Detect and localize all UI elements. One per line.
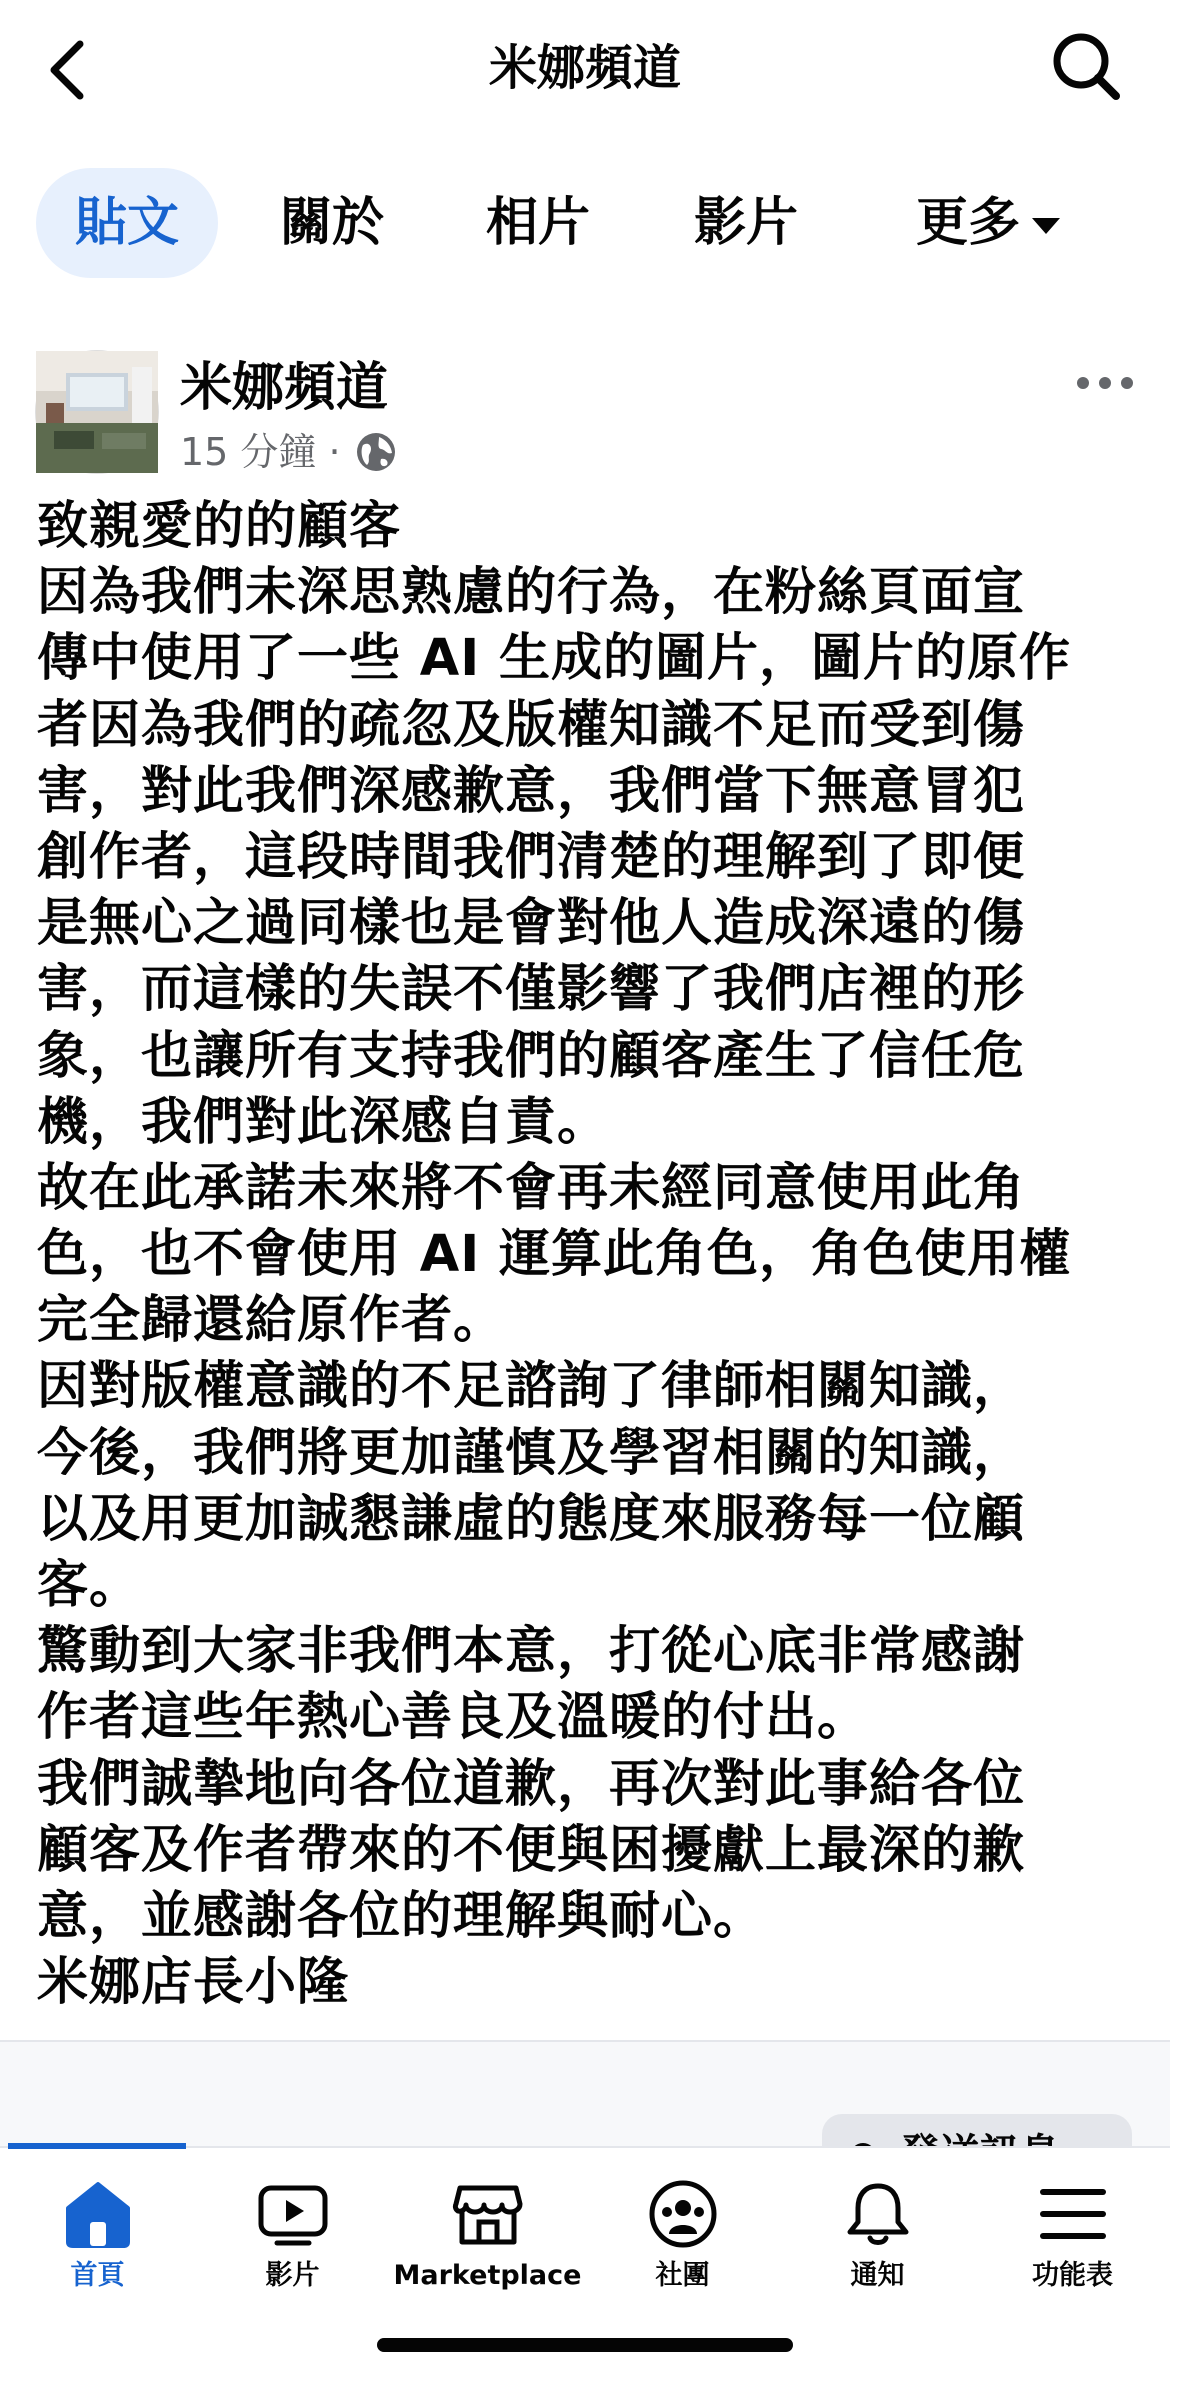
nav-notifications[interactable] <box>780 2148 975 2298</box>
post-text-line: 傳中使用了一些 AI 生成的圖片，圖片的原作 <box>37 629 1071 689</box>
nav-menu[interactable] <box>975 2148 1170 2298</box>
post-text-line: 意，並感謝各位的理解與耐心。 <box>37 1886 766 1946</box>
nav-video-label: 影片 <box>265 2260 320 2291</box>
post-text-line: 色，也不會使用 AI 運算此角色，角色使用權 <box>37 1225 1071 1285</box>
nav-marketplace[interactable] <box>390 2148 585 2298</box>
post-header <box>0 350 1170 480</box>
tab-more[interactable] <box>888 168 1088 278</box>
top-bar <box>0 0 1170 140</box>
post-time[interactable]: 15 分鐘 <box>180 430 317 474</box>
more-horizontal-icon <box>1075 368 1135 398</box>
more-options-button[interactable] <box>1075 368 1135 398</box>
nav-video[interactable] <box>195 2148 390 2298</box>
post-footer <box>0 2040 1170 2152</box>
nav-home-label: 首頁 <box>70 2260 125 2291</box>
post-text-line: 作者這些年熱心善良及溫暖的付出。 <box>37 1688 870 1748</box>
tab-about[interactable]: 關於 <box>279 193 384 253</box>
avatar-image <box>36 351 158 473</box>
nav-marketplace-label: Marketplace <box>393 2260 582 2291</box>
post-text-line: 故在此承諾未來將不會再未經同意使用此角 <box>37 1158 1026 1218</box>
post-text-line: 是無心之過同樣也是會對他人造成深遠的傷 <box>37 894 1026 954</box>
tab-photos[interactable]: 相片 <box>485 193 590 253</box>
post-text-line: 完全歸還給原作者。 <box>37 1291 506 1351</box>
post-text-line: 機，我們對此深感自責。 <box>37 1092 610 1152</box>
post-text-line: 我們誠摯地向各位道歉，再次對此事給各位 <box>37 1754 1026 1814</box>
post-text-line: 以及用更加誠懇謙虛的態度來服務每一位顧 <box>37 1489 1026 1549</box>
post-text-line: 米娜店長小隆 <box>37 1953 350 2013</box>
caret-down-icon <box>1032 218 1060 234</box>
avatar[interactable] <box>35 350 159 474</box>
nav-menu-label: 功能表 <box>1032 2260 1113 2291</box>
post-text-line: 致親愛的的顧客 <box>37 497 402 556</box>
post-text-line: 害，對此我們深感歉意，我們當下無意冒犯 <box>37 761 1026 821</box>
post-meta <box>180 426 397 478</box>
post-text-line: 創作者，這段時間我們清楚的理解到了即便 <box>37 827 1026 887</box>
meta-separator: · <box>328 430 341 474</box>
post-text-line: 客。 <box>37 1556 142 1615</box>
search-icon <box>1050 30 1122 102</box>
nav-home[interactable] <box>0 2148 195 2298</box>
groups-icon <box>647 2178 719 2250</box>
search-button[interactable] <box>1050 30 1122 102</box>
globe-icon <box>355 431 397 473</box>
post-text-line: 害，而這樣的失誤不僅影響了我們店裡的形 <box>37 960 1026 1020</box>
video-icon <box>257 2178 329 2250</box>
post-text <box>37 494 1147 2016</box>
marketplace-icon <box>452 2178 524 2250</box>
post-text-line: 因對版權意識的不足諮詢了律師相關知識， <box>37 1357 1026 1417</box>
home-indicator <box>377 2338 793 2352</box>
post-author[interactable]: 米娜頻道 <box>180 358 389 418</box>
tab-more-label: 更多 <box>915 193 1020 253</box>
nav-notifications-label: 通知 <box>850 2260 905 2291</box>
home-icon <box>62 2178 134 2250</box>
menu-icon <box>1037 2178 1109 2250</box>
post-text-line: 象，也讓所有支持我們的顧客產生了信任危 <box>37 1026 1026 1086</box>
post-text-line: 驚動到大家非我們本意，打從心底非常感謝 <box>37 1622 1026 1682</box>
tab-videos[interactable]: 影片 <box>693 193 798 253</box>
page-title: 米娜頻道 <box>488 40 681 96</box>
post-text-line: 因為我們未深思熟慮的行為，在粉絲頁面宣 <box>37 563 1026 623</box>
post-text-line: 顧客及作者帶來的不便與困擾獻上最深的歉 <box>37 1820 1026 1880</box>
post-text-line: 今後，我們將更加謹慎及學習相關的知識， <box>37 1423 1026 1483</box>
bell-icon <box>842 2178 914 2250</box>
nav-groups[interactable] <box>585 2148 780 2298</box>
post-text-line: 者因為我們的疏忽及版權知識不足而受到傷 <box>37 695 1026 755</box>
tab-posts[interactable]: 貼文 <box>36 168 218 278</box>
page-tabs <box>0 168 1170 278</box>
nav-groups-label: 社團 <box>655 2260 710 2291</box>
